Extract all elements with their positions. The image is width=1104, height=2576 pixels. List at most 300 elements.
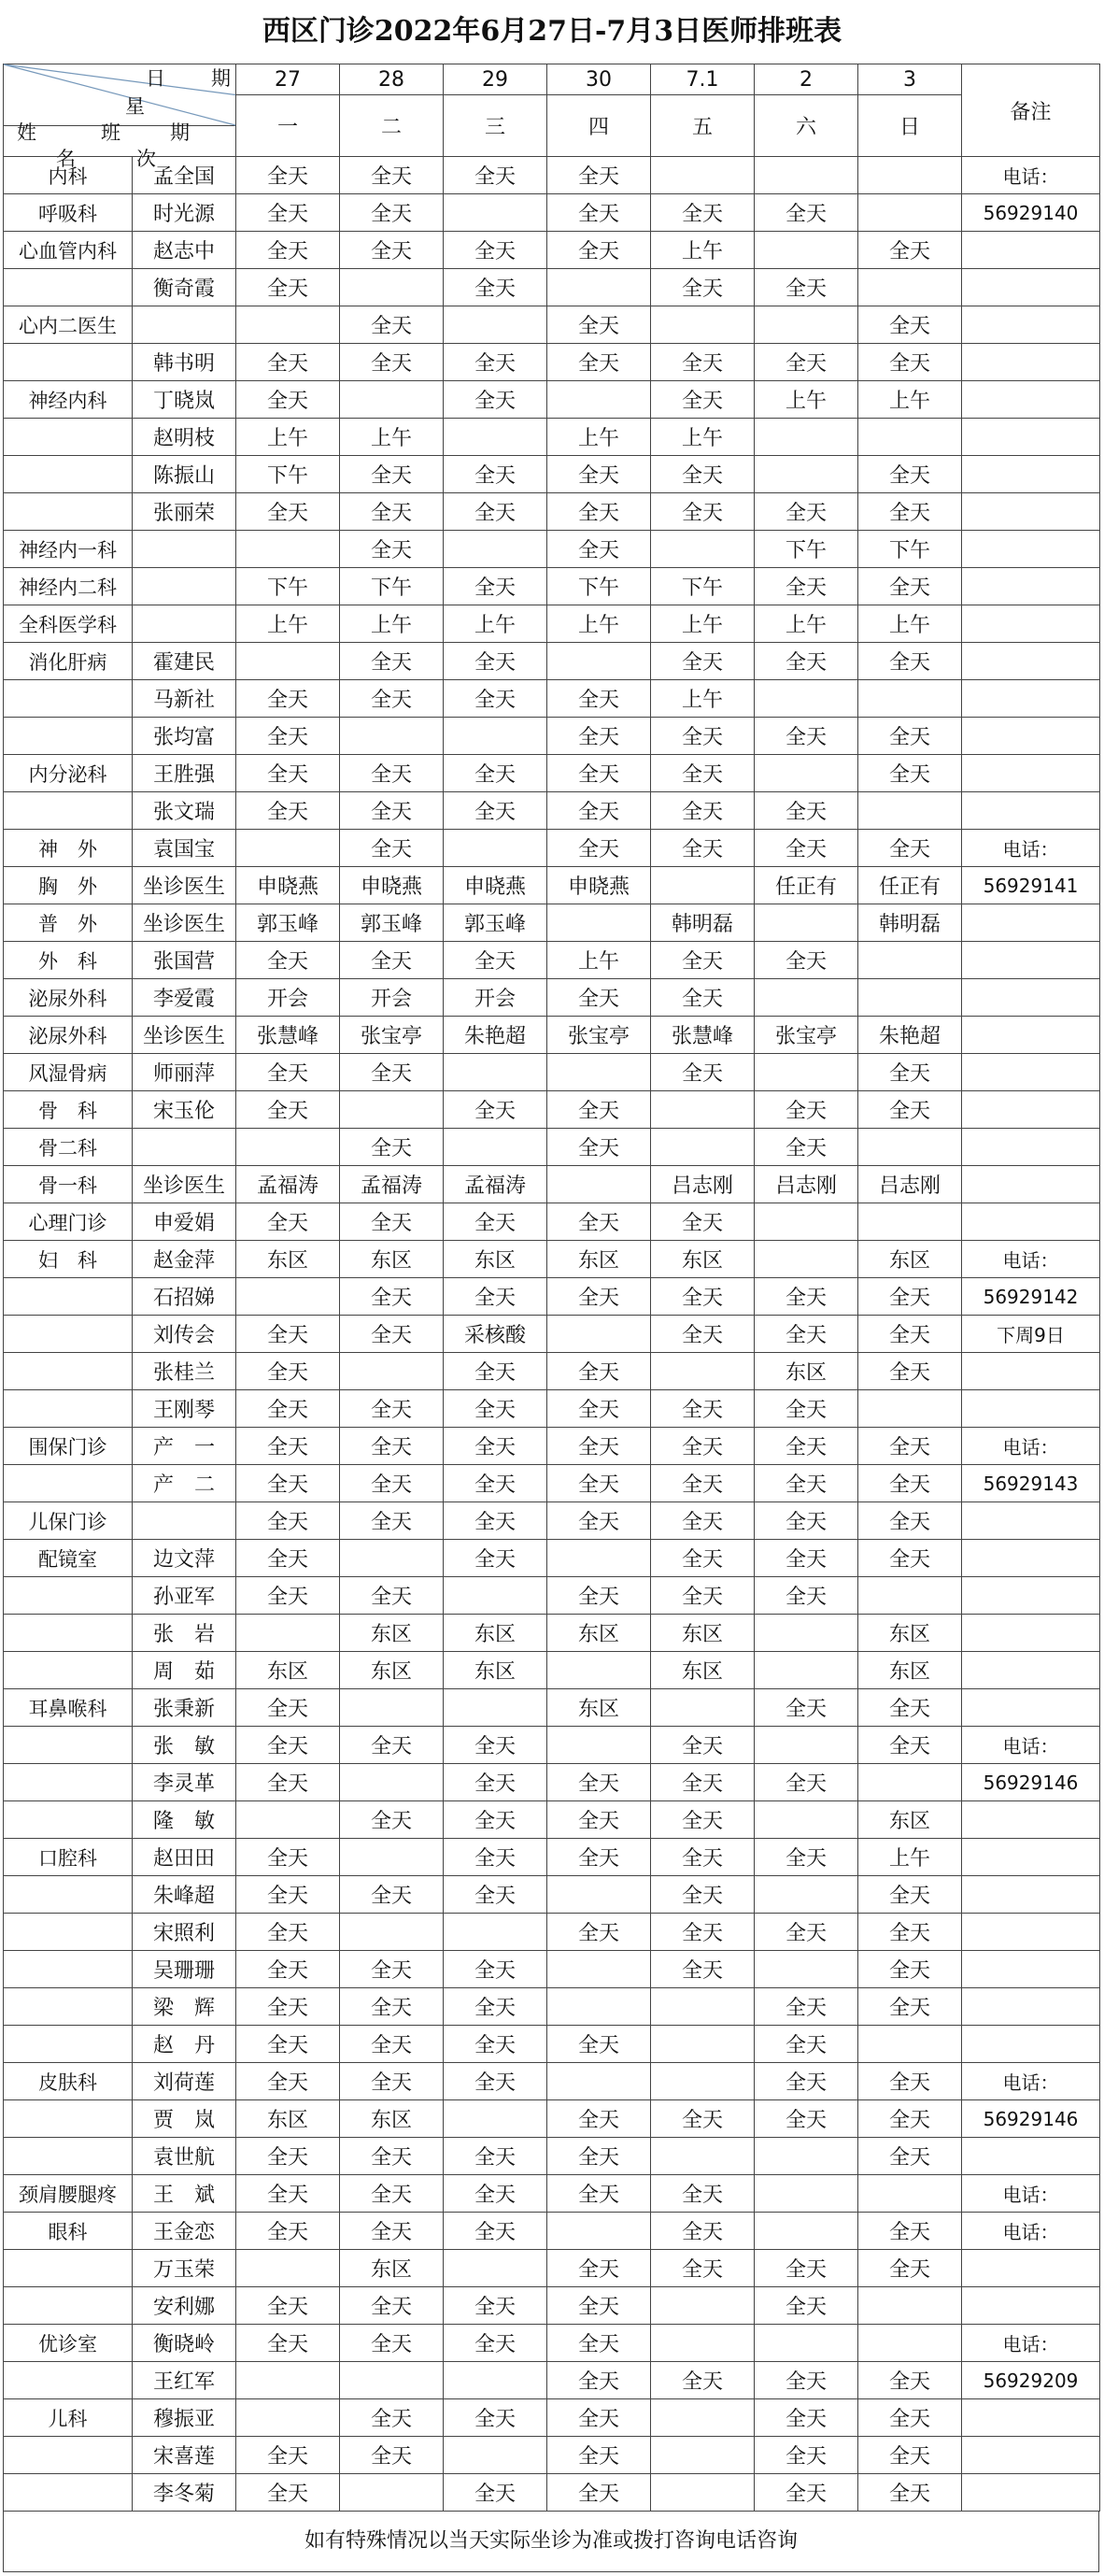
table-row — [4, 1951, 1100, 1988]
shift-cell: 下午 — [651, 568, 755, 605]
shift-cell: 全天 — [651, 1054, 755, 1091]
shift-cell: 全天 — [236, 194, 340, 232]
department-cell: 泌尿外科 — [4, 979, 133, 1017]
doctor-name-cell: 宋喜莲 — [133, 2437, 236, 2474]
shift-cell: 张慧峰 — [651, 1017, 755, 1054]
shift-cell: 上午 — [651, 680, 755, 718]
doctor-name-cell: 李灵革 — [133, 1764, 236, 1801]
remark-cell: 电话： — [962, 2325, 1100, 2362]
shift-cell: 上午 — [547, 419, 651, 456]
remark-cell — [962, 792, 1100, 830]
shift-cell: 全天 — [340, 1465, 444, 1502]
shift-cell: 开会 — [444, 979, 547, 1017]
department-cell: 胸 外 — [4, 867, 133, 904]
shift-cell: 全天 — [444, 1540, 547, 1577]
doctor-name-cell: 王红军 — [133, 2362, 236, 2399]
weekday-cell: 六 — [755, 95, 858, 157]
shift-cell — [858, 2287, 962, 2325]
shift-cell: 孟福涛 — [236, 1166, 340, 1203]
shift-cell — [858, 1203, 962, 1241]
shift-cell: 全天 — [755, 269, 858, 306]
shift-cell: 上午 — [236, 605, 340, 643]
shift-cell — [651, 2325, 755, 2362]
department-cell: 神经内二科 — [4, 568, 133, 605]
shift-cell: 全天 — [236, 2437, 340, 2474]
remark-cell — [962, 1577, 1100, 1615]
shift-cell: 全天 — [651, 1502, 755, 1540]
table-row — [4, 1502, 1100, 1540]
shift-cell: 孟福涛 — [444, 1166, 547, 1203]
shift-cell: 全天 — [755, 2362, 858, 2399]
doctor-name-cell: 赵 丹 — [133, 2026, 236, 2063]
table-row — [4, 2474, 1100, 2512]
shift-cell: 东区 — [858, 1801, 962, 1839]
table-row — [4, 344, 1100, 381]
shift-cell — [858, 2175, 962, 2213]
table-row — [4, 1577, 1100, 1615]
shift-cell: 东区 — [651, 1652, 755, 1689]
weekday-cell: 一 — [236, 95, 340, 157]
shift-cell: 全天 — [755, 2063, 858, 2100]
shift-cell: 全天 — [340, 2026, 444, 2063]
shift-cell — [755, 904, 858, 942]
department-cell — [4, 718, 133, 755]
table-row — [4, 1129, 1100, 1166]
shift-cell: 采核酸 — [444, 1316, 547, 1353]
shift-cell — [755, 1054, 858, 1091]
department-cell: 颈肩腰腿疼 — [4, 2175, 133, 2213]
doctor-name-cell: 张国营 — [133, 942, 236, 979]
doctor-name-cell: 张 岩 — [133, 1615, 236, 1652]
remark-cell: 下周9日 — [962, 1316, 1100, 1353]
remark-cell: 56929146 — [962, 1764, 1100, 1801]
shift-cell — [444, 2437, 547, 2474]
remark-cell — [962, 942, 1100, 979]
table-row — [4, 531, 1100, 568]
remark-cell: 电话： — [962, 830, 1100, 867]
doctor-name-cell: 坐诊医生 — [133, 867, 236, 904]
shift-cell: 全天 — [651, 381, 755, 419]
table-row — [4, 269, 1100, 306]
remark-cell — [962, 2250, 1100, 2287]
diag-label-qi2: 期 — [170, 121, 190, 144]
table-row — [4, 2175, 1100, 2213]
shift-cell: 全天 — [236, 1764, 340, 1801]
shift-cell: 全天 — [755, 1577, 858, 1615]
shift-cell: 全天 — [444, 680, 547, 718]
shift-cell: 全天 — [858, 1353, 962, 1390]
remark-cell: 56929146 — [962, 2100, 1100, 2138]
shift-cell: 全天 — [340, 232, 444, 269]
shift-cell: 全天 — [755, 1502, 858, 1540]
shift-cell — [755, 456, 858, 493]
shift-cell: 全天 — [236, 1689, 340, 1727]
doctor-name-cell: 李爱霞 — [133, 979, 236, 1017]
shift-cell: 全天 — [236, 2175, 340, 2213]
shift-cell — [236, 643, 340, 680]
shift-cell: 全天 — [755, 1540, 858, 1577]
shift-cell: 东区 — [236, 2100, 340, 2138]
table-row — [4, 1353, 1100, 1390]
doctor-name-cell: 吴珊珊 — [133, 1951, 236, 1988]
table-row — [4, 1615, 1100, 1652]
shift-cell — [755, 2138, 858, 2175]
shift-cell: 上午 — [755, 605, 858, 643]
doctor-name-cell: 万玉荣 — [133, 2250, 236, 2287]
shift-cell: 全天 — [755, 2399, 858, 2437]
shift-cell: 上午 — [755, 381, 858, 419]
table-row — [4, 1652, 1100, 1689]
shift-cell — [858, 942, 962, 979]
doctor-name-cell: 孟全国 — [133, 157, 236, 194]
remark-cell — [962, 306, 1100, 344]
shift-cell — [444, 1129, 547, 1166]
shift-cell — [236, 1801, 340, 1839]
doctor-name-cell: 申爱娟 — [133, 1203, 236, 1241]
doctor-name-cell: 张秉新 — [133, 1689, 236, 1727]
shift-cell: 全天 — [444, 381, 547, 419]
doctor-name-cell: 朱峰超 — [133, 1876, 236, 1914]
table-row — [4, 2250, 1100, 2287]
shift-cell — [547, 1166, 651, 1203]
shift-cell: 全天 — [651, 2362, 755, 2399]
shift-cell: 全天 — [755, 1316, 858, 1353]
shift-cell: 全天 — [547, 1577, 651, 1615]
shift-cell: 全天 — [858, 2063, 962, 2100]
doctor-name-cell: 衡晓岭 — [133, 2325, 236, 2362]
weekday-cell: 四 — [547, 95, 651, 157]
table-row — [4, 1540, 1100, 1577]
department-cell: 泌尿外科 — [4, 1017, 133, 1054]
shift-cell: 全天 — [236, 1428, 340, 1465]
shift-cell: 全天 — [858, 1278, 962, 1316]
shift-cell — [651, 2399, 755, 2437]
table-row — [4, 568, 1100, 605]
department-cell — [4, 344, 133, 381]
shift-cell: 全天 — [651, 1764, 755, 1801]
shift-cell: 上午 — [651, 419, 755, 456]
shift-cell — [651, 2437, 755, 2474]
shift-cell: 东区 — [340, 2100, 444, 2138]
shift-cell: 全天 — [340, 755, 444, 792]
remark-cell — [962, 718, 1100, 755]
shift-cell: 全天 — [858, 1689, 962, 1727]
doctor-name-cell: 边文萍 — [133, 1540, 236, 1577]
shift-cell: 全天 — [444, 1390, 547, 1428]
shift-cell: 全天 — [236, 792, 340, 830]
doctor-name-cell: 石招娣 — [133, 1278, 236, 1316]
shift-cell: 全天 — [755, 1764, 858, 1801]
shift-cell: 全天 — [651, 1876, 755, 1914]
shift-cell: 全天 — [444, 1988, 547, 2026]
shift-cell: 全天 — [444, 2026, 547, 2063]
shift-cell — [755, 2175, 858, 2213]
remark-cell — [962, 1203, 1100, 1241]
shift-cell — [755, 1203, 858, 1241]
shift-cell — [858, 1577, 962, 1615]
remark-cell: 电话： — [962, 2063, 1100, 2100]
shift-cell — [858, 2026, 962, 2063]
shift-cell: 全天 — [858, 2138, 962, 2175]
table-row — [4, 1727, 1100, 1764]
shift-cell: 全天 — [444, 1091, 547, 1129]
shift-cell: 全天 — [236, 1540, 340, 1577]
shift-cell: 全天 — [858, 306, 962, 344]
shift-cell — [340, 1353, 444, 1390]
shift-cell — [236, 830, 340, 867]
shift-cell: 全天 — [340, 531, 444, 568]
shift-cell: 全天 — [651, 1540, 755, 1577]
shift-cell: 全天 — [340, 2399, 444, 2437]
shift-cell: 全天 — [755, 1988, 858, 2026]
remark-cell — [962, 643, 1100, 680]
remark-cell — [962, 755, 1100, 792]
doctor-name-cell: 丁晓岚 — [133, 381, 236, 419]
shift-cell: 全天 — [547, 1353, 651, 1390]
shift-cell: 全天 — [444, 1876, 547, 1914]
footer-note: 如有特殊情况以当天实际坐诊为准或拨打咨询电话咨询 — [3, 2512, 1099, 2572]
shift-cell — [858, 979, 962, 1017]
diagonal-lines — [4, 64, 235, 125]
doctor-name-cell: 李冬菊 — [133, 2474, 236, 2512]
table-row — [4, 1428, 1100, 1465]
shift-cell: 东区 — [340, 1652, 444, 1689]
shift-cell: 全天 — [547, 232, 651, 269]
shift-cell: 全天 — [651, 269, 755, 306]
shift-cell: 全天 — [858, 2437, 962, 2474]
table-row — [4, 1801, 1100, 1839]
remark-cell — [962, 1801, 1100, 1839]
doctor-name-cell: 王胜强 — [133, 755, 236, 792]
department-cell — [4, 680, 133, 718]
remark-cell — [962, 531, 1100, 568]
shift-cell — [651, 2138, 755, 2175]
shift-cell: 全天 — [236, 157, 340, 194]
shift-cell: 全天 — [340, 1129, 444, 1166]
shift-cell: 全天 — [547, 1502, 651, 1540]
department-cell: 内科 — [4, 157, 133, 194]
shift-cell: 全天 — [444, 1951, 547, 1988]
shift-cell: 全天 — [340, 1727, 444, 1764]
shift-cell: 全天 — [651, 1727, 755, 1764]
shift-cell: 全天 — [444, 1465, 547, 1502]
shift-cell: 全天 — [236, 1091, 340, 1129]
shift-cell: 全天 — [340, 1203, 444, 1241]
shift-cell: 全天 — [755, 1428, 858, 1465]
shift-cell: 全天 — [858, 344, 962, 381]
shift-cell: 全天 — [547, 306, 651, 344]
department-cell — [4, 419, 133, 456]
remark-cell — [962, 1988, 1100, 2026]
shift-cell — [547, 1727, 651, 1764]
shift-cell: 全天 — [651, 942, 755, 979]
header-row-dates — [4, 64, 1100, 95]
shift-cell: 全天 — [444, 1203, 547, 1241]
shift-cell: 全天 — [755, 1129, 858, 1166]
shift-cell — [444, 419, 547, 456]
doctor-name-cell: 衡奇霞 — [133, 269, 236, 306]
shift-cell: 全天 — [651, 1839, 755, 1876]
shift-cell: 全天 — [547, 531, 651, 568]
doctor-name-cell: 产 二 — [133, 1465, 236, 1502]
shift-cell: 张宝亭 — [340, 1017, 444, 1054]
shift-cell: 全天 — [236, 232, 340, 269]
shift-cell: 全天 — [547, 493, 651, 531]
shift-cell — [858, 1390, 962, 1428]
doctor-name-cell: 刘传会 — [133, 1316, 236, 1353]
shift-cell: 东区 — [236, 1241, 340, 1278]
shift-cell: 全天 — [340, 1428, 444, 1465]
department-cell — [4, 1764, 133, 1801]
shift-cell — [651, 157, 755, 194]
shift-cell: 全天 — [340, 2325, 444, 2362]
doctor-name-cell: 赵明枝 — [133, 419, 236, 456]
schedule-table — [3, 64, 1100, 2512]
shift-cell: 全天 — [755, 1278, 858, 1316]
shift-cell: 全天 — [236, 1839, 340, 1876]
department-cell: 口腔科 — [4, 1839, 133, 1876]
shift-cell: 全天 — [547, 1091, 651, 1129]
shift-cell — [340, 269, 444, 306]
remark-cell: 56929141 — [962, 867, 1100, 904]
shift-cell: 全天 — [547, 2175, 651, 2213]
shift-cell — [755, 157, 858, 194]
table-row — [4, 2063, 1100, 2100]
shift-cell: 全天 — [547, 1465, 651, 1502]
shift-cell: 全天 — [858, 1876, 962, 1914]
date-cell: 7.1 — [651, 64, 755, 95]
shift-cell: 全天 — [858, 755, 962, 792]
shift-cell: 全天 — [547, 456, 651, 493]
shift-cell — [236, 2250, 340, 2287]
department-cell: 风湿骨病 — [4, 1054, 133, 1091]
remark-cell — [962, 568, 1100, 605]
shift-cell: 上午 — [547, 605, 651, 643]
shift-cell: 朱艳超 — [858, 1017, 962, 1054]
doctor-name-cell: 坐诊医生 — [133, 904, 236, 942]
shift-cell: 全天 — [858, 1727, 962, 1764]
shift-cell — [444, 1914, 547, 1951]
shift-cell: 申晓燕 — [340, 867, 444, 904]
shift-cell: 全天 — [444, 942, 547, 979]
shift-cell: 全天 — [236, 1353, 340, 1390]
doctor-name-cell — [133, 306, 236, 344]
shift-cell: 上午 — [651, 232, 755, 269]
shift-cell: 全天 — [236, 2063, 340, 2100]
shift-cell — [755, 1801, 858, 1839]
shift-cell: 全天 — [858, 1540, 962, 1577]
shift-cell: 全天 — [651, 792, 755, 830]
table-row — [4, 1316, 1100, 1353]
shift-cell: 全天 — [755, 2437, 858, 2474]
shift-cell: 全天 — [236, 269, 340, 306]
remark-cell — [962, 1166, 1100, 1203]
shift-cell: 全天 — [858, 456, 962, 493]
remark-cell: 电话： — [962, 157, 1100, 194]
shift-cell: 全天 — [547, 2100, 651, 2138]
department-cell: 外 科 — [4, 942, 133, 979]
shift-cell: 全天 — [651, 493, 755, 531]
shift-cell: 全天 — [340, 2213, 444, 2250]
table-row — [4, 2213, 1100, 2250]
department-cell — [4, 2100, 133, 2138]
shift-cell: 东区 — [651, 1241, 755, 1278]
remark-cell — [962, 344, 1100, 381]
table-row — [4, 979, 1100, 1017]
shift-cell: 全天 — [340, 2437, 444, 2474]
shift-cell: 全天 — [236, 680, 340, 718]
shift-cell: 全天 — [444, 1278, 547, 1316]
shift-cell: 全天 — [547, 718, 651, 755]
shift-cell: 全天 — [755, 792, 858, 830]
department-cell: 内分泌科 — [4, 755, 133, 792]
shift-cell: 全天 — [547, 680, 651, 718]
department-cell: 神经内科 — [4, 381, 133, 419]
department-cell — [4, 1316, 133, 1353]
shift-cell: 全天 — [755, 1465, 858, 1502]
department-cell: 耳鼻喉科 — [4, 1689, 133, 1727]
table-row — [4, 2437, 1100, 2474]
shift-cell: 全天 — [651, 1465, 755, 1502]
table-row — [4, 792, 1100, 830]
shift-cell: 张宝亭 — [547, 1017, 651, 1054]
shift-cell: 全天 — [340, 157, 444, 194]
shift-cell: 全天 — [858, 830, 962, 867]
shift-cell: 全天 — [340, 1502, 444, 1540]
shift-cell: 开会 — [340, 979, 444, 1017]
department-cell — [4, 2026, 133, 2063]
doctor-name-cell: 宋玉伦 — [133, 1091, 236, 1129]
shift-cell — [236, 1129, 340, 1166]
department-cell — [4, 2362, 133, 2399]
shift-cell: 全天 — [755, 1390, 858, 1428]
table-row — [4, 194, 1100, 232]
doctor-name-cell: 陈振山 — [133, 456, 236, 493]
shift-cell: 全天 — [444, 2399, 547, 2437]
shift-cell: 全天 — [755, 2474, 858, 2512]
shift-cell — [236, 531, 340, 568]
shift-cell: 全天 — [340, 643, 444, 680]
shift-cell: 全天 — [651, 456, 755, 493]
doctor-name-cell: 韩书明 — [133, 344, 236, 381]
shift-cell: 全天 — [236, 344, 340, 381]
shift-cell: 全天 — [755, 2287, 858, 2325]
date-cell: 27 — [236, 64, 340, 95]
shift-cell: 全天 — [340, 1316, 444, 1353]
shift-cell: 全天 — [340, 2175, 444, 2213]
shift-cell: 全天 — [236, 2138, 340, 2175]
doctor-name-cell: 时光源 — [133, 194, 236, 232]
shift-cell: 全天 — [858, 1054, 962, 1091]
remark-cell: 56929143 — [962, 1465, 1100, 1502]
shift-cell: 全天 — [858, 493, 962, 531]
doctor-name-cell: 师丽萍 — [133, 1054, 236, 1091]
doctor-name-cell: 隆 敏 — [133, 1801, 236, 1839]
shift-cell: 全天 — [236, 1951, 340, 1988]
table-row — [4, 2138, 1100, 2175]
shift-cell: 全天 — [755, 942, 858, 979]
doctor-name-cell: 赵志中 — [133, 232, 236, 269]
doctor-name-cell: 坐诊医生 — [133, 1166, 236, 1203]
remark-cell: 电话： — [962, 1428, 1100, 1465]
shift-cell: 全天 — [236, 381, 340, 419]
department-cell: 心血管内科 — [4, 232, 133, 269]
shift-cell: 全天 — [340, 680, 444, 718]
shift-cell: 全天 — [651, 643, 755, 680]
shift-cell: 东区 — [858, 1241, 962, 1278]
shift-cell: 全天 — [236, 2325, 340, 2362]
shift-cell: 吕志刚 — [755, 1166, 858, 1203]
